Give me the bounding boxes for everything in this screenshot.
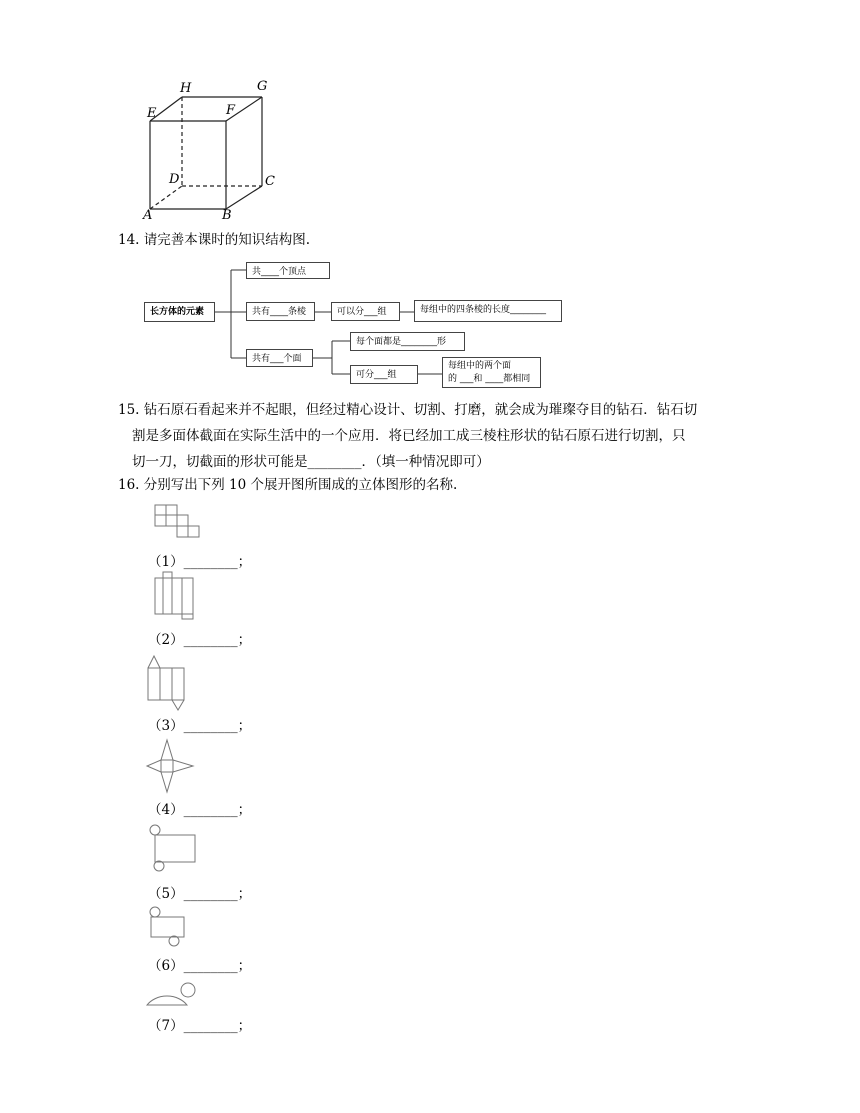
- vertex-label-c: C: [265, 174, 275, 189]
- answer-6: （6）________；: [148, 958, 252, 974]
- answer-5: （5）________；: [148, 886, 252, 902]
- concept-edges-box: 共有____条棱: [246, 302, 315, 321]
- question-15-line1: 15. 钻石原石看起来并不起眼，但经过精心设计、切割、打磨，就会成为璀璨夺目的钻石．钻石切: [118, 402, 698, 418]
- vertex-label-b: B: [222, 208, 232, 223]
- concept-edge-groups-box: 可以分___组: [331, 302, 400, 321]
- concept-face-pair-line1: 每组中的两个面: [448, 361, 512, 371]
- question-15-line2: 割是多面体截面在实际生活中的一个应用．将已经加工成三棱柱形状的钻石原石进行切割，只: [132, 428, 686, 444]
- concept-root-box: 长方体的元素: [144, 302, 215, 322]
- concept-face-groups-box: 可分___组: [350, 365, 418, 384]
- cone-net-icon: [145, 980, 205, 1010]
- concept-face-pair-line2: 的 ___和 ____都相同: [448, 374, 531, 385]
- question-14-text: 14. 请完善本课时的知识结构图.: [118, 232, 311, 248]
- concept-edge-length-box: 每组中的四条棱的长度________: [414, 300, 562, 322]
- answer-4: （4）________；: [148, 802, 252, 818]
- question-15-line3: 切一刀，切截面的形状可能是________．（填一种情况即可）: [132, 454, 490, 470]
- concept-faces-box: 共有___个面: [246, 349, 313, 367]
- question-16-text: 16. 分别写出下列 10 个展开图所围成的立体图形的名称.: [118, 477, 458, 493]
- cylinder-net-small-icon: [145, 906, 205, 951]
- concept-face-shape-box: 每个面都是________形: [350, 332, 465, 351]
- question-16: [118, 472, 457, 498]
- vertex-label-f: F: [226, 103, 236, 118]
- cube-net-icon: [150, 505, 210, 545]
- vertex-label-e: E: [147, 106, 157, 121]
- prism-net-icon: [150, 572, 210, 622]
- answer-2: （2）________；: [148, 632, 252, 648]
- vertex-label-g: G: [257, 79, 268, 94]
- answer-1: （1）________；: [148, 554, 252, 570]
- answer-7: （7）________；: [148, 1018, 252, 1034]
- vertex-label-a: A: [143, 208, 153, 223]
- vertex-label-d: D: [169, 172, 180, 187]
- vertex-label-h: H: [180, 81, 192, 96]
- concept-face-pair-box: [442, 357, 541, 388]
- answer-3: （3）________；: [148, 718, 252, 734]
- cylinder-net-icon: [145, 825, 215, 875]
- triangular-prism-net-icon: [146, 654, 206, 714]
- concept-vertices-box: 共____个顶点: [246, 262, 330, 279]
- question-15: [118, 397, 697, 475]
- pyramid-net-icon: [145, 738, 205, 798]
